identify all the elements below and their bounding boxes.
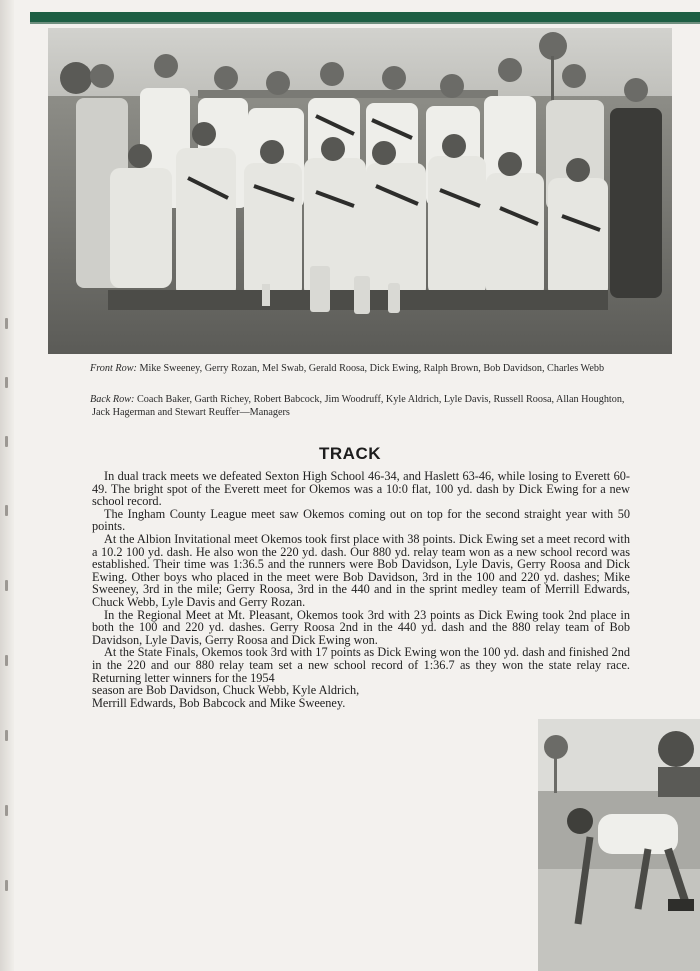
back-row-names: Coach Baker, Garth Richey, Robert Babcock, Jim Woodruff, Kyle Aldrich, Lyle Davis, Russell Roosa, Allan Houghton, Jack Hagerman and Stewart Reuffer—Managers (92, 394, 625, 418)
back-row-label: Back Row: (90, 394, 135, 405)
binding-hole (5, 580, 8, 591)
paragraph: In dual track meets we defeated Sexton High School 46-34, and Haslett 63-46, while losing to Everett 60-49. The bright spot of the Everett meet for Okemos was a 10:0 flat, 100 yd. dash by Dick Ewing for a new school record. (92, 469, 630, 509)
back-row-caption (92, 393, 632, 419)
top-binding-strip (30, 12, 700, 24)
paragraph: In the Regional Meet at Mt. Pleasant, Okemos took 3rd with 23 points as Dick Ewing took 2nd place in both the 100 and 220 yd. dashes. Gerry Roosa 2nd in the 440 yd. dash and the 880 relay team of Bob Davidson, Lyle Davis, Gerry Roosa and Dick Ewing won. (92, 607, 630, 647)
paragraph: Merrill Edwards, Bob Babcock and Mike Sweeney. (92, 695, 346, 710)
team-photo (48, 28, 672, 354)
binding-hole (5, 655, 8, 666)
section-heading: TRACK (319, 444, 381, 463)
binding-edge (0, 0, 14, 971)
binding-hole (5, 377, 8, 388)
paragraph: At the State Finals, Okemos took 3rd with 17 points as Dick Ewing won the 100 yd. dash and finished 2nd in the 220 and our 880 relay team set a new school record of 1:36.7 as they won the state relay race. Returning letter winners for the 1954 (92, 645, 630, 685)
binding-hole (5, 318, 8, 329)
binding-hole (5, 505, 8, 516)
binding-hole (5, 805, 8, 816)
binding-hole (5, 730, 8, 741)
article-body (92, 470, 630, 709)
paragraph: At the Albion Invitational meet Okemos took first place with 38 points. Dick Ewing set a meet record with a 10.2 100 yd. dash. He also won the 220 yd. dash. Our 880 yd. relay team won as a new school record was established. Their time was 1:36.5 and the runners were Bob Davidson, Lyle Davis, Gerry Roosa and Dick Ewing. Other boys who placed in the meet were Bob Davidson, 3rd in the 100 and 220 yd. dashes; Mike Sweeney, 3rd in the mile; Gerry Roosa, 3rd in the 440 and in the sprint medley team of Merrill Edwards, Chuck Webb, Lyle Davis and Gerry Rozan. (92, 531, 630, 609)
runner-photo (538, 719, 700, 971)
binding-hole (5, 880, 8, 891)
paragraph: The Ingham County League meet saw Okemos coming out on top for the second straight year with 50 points. (92, 506, 630, 534)
front-row-label: Front Row: (90, 363, 137, 374)
paragraph: season are Bob Davidson, Chuck Webb, Kyle Aldrich, (92, 683, 360, 698)
front-row-names: Mike Sweeney, Gerry Rozan, Mel Swab, Gerald Roosa, Dick Ewing, Ralph Brown, Bob Davidson, Charles Webb (139, 363, 605, 374)
front-row-caption (92, 362, 632, 375)
